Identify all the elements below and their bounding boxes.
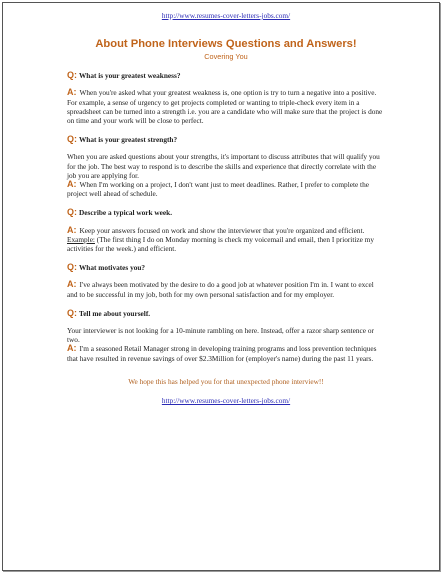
answer-text: I'm a seasoned Retail Manager strong in developing training programs and loss prevention techniques that have resulted in revenue savings of over $2.3Million for (employer's name) during the past 11 years. <box>67 344 377 363</box>
intro-5: Your interviewer is not looking for a 10-minute rambling on here. Instead, offer a razor sharp sentence or two. <box>67 326 374 345</box>
q-marker: Q: <box>67 207 77 218</box>
question-1 <box>67 71 385 80</box>
page-title: About Phone Interviews Questions and Answers! <box>95 38 357 51</box>
header-link[interactable]: http://www.resumes-cover-letters-jobs.com/ <box>161 11 291 20</box>
document-content <box>67 3 385 405</box>
a-marker: A: <box>67 279 77 290</box>
question-text: What is your greatest strength? <box>79 135 178 145</box>
question-text: Tell me about yourself. <box>79 308 151 318</box>
question-3 <box>67 208 385 217</box>
q-marker: Q: <box>67 70 77 81</box>
question-5 <box>67 309 385 318</box>
answer-4 <box>67 280 385 298</box>
closing-note: We hope this has helped you for that unexpected phone interview!! <box>128 376 324 386</box>
question-text: What is your greatest weakness? <box>79 71 181 81</box>
question-2 <box>67 135 385 144</box>
q-marker: Q: <box>67 307 77 318</box>
a-marker: A: <box>67 87 77 98</box>
answer-text: When you're asked what your greatest weakness is, one option is try to turn a negative into a positive. For example, a sense of urgency to get projects completed or wanting to triple-check every item in a spreadsheet can be turned into a strength i.e. you are a candidate who will make sure that the project is done on time and your work will be close to perfect. <box>67 88 383 126</box>
document-page <box>2 2 440 571</box>
page-subtitle: Covering You <box>204 52 248 62</box>
answer-text: When I'm working on a project, I don't want just to meet deadlines. Rather, I prefer to complete the project well ahead of schedule. <box>67 180 369 199</box>
question-4 <box>67 263 385 272</box>
intro-2: When you are asked questions about your strengths, it's important to discuss attributes that will qualify you for the job. The best way to respond is to describe the skills and experience that directly correlate with the job you are applying for. <box>67 152 380 180</box>
q-marker: Q: <box>67 134 77 145</box>
example-label: Example: <box>67 234 95 244</box>
a-marker: A: <box>67 224 77 235</box>
answer-text: I've always been motivated by the desire to do a good job at whatever position I'm in. I want to excel and to be successful in my job, both for my own personal satisfaction and for my employer. <box>67 280 374 299</box>
a-marker: A: <box>67 179 77 190</box>
answer-text: Keep your answers focused on work and show the interviewer that you're organized and efficient. <box>79 225 365 235</box>
answer-2 <box>67 180 385 198</box>
answer-3 <box>67 226 385 254</box>
a-marker: A: <box>67 343 77 354</box>
q-marker: Q: <box>67 262 77 273</box>
footer-link[interactable]: http://www.resumes-cover-letters-jobs.com/ <box>161 396 291 406</box>
answer-1 <box>67 88 385 125</box>
question-text: What motivates you? <box>79 263 146 273</box>
example-text: (The first thing I do on Monday morning is check my voicemail and email, then I prioritize my activities for the week.) and efficient. <box>67 234 375 254</box>
question-text: Describe a typical work week. <box>79 208 173 218</box>
answer-5 <box>67 344 385 362</box>
